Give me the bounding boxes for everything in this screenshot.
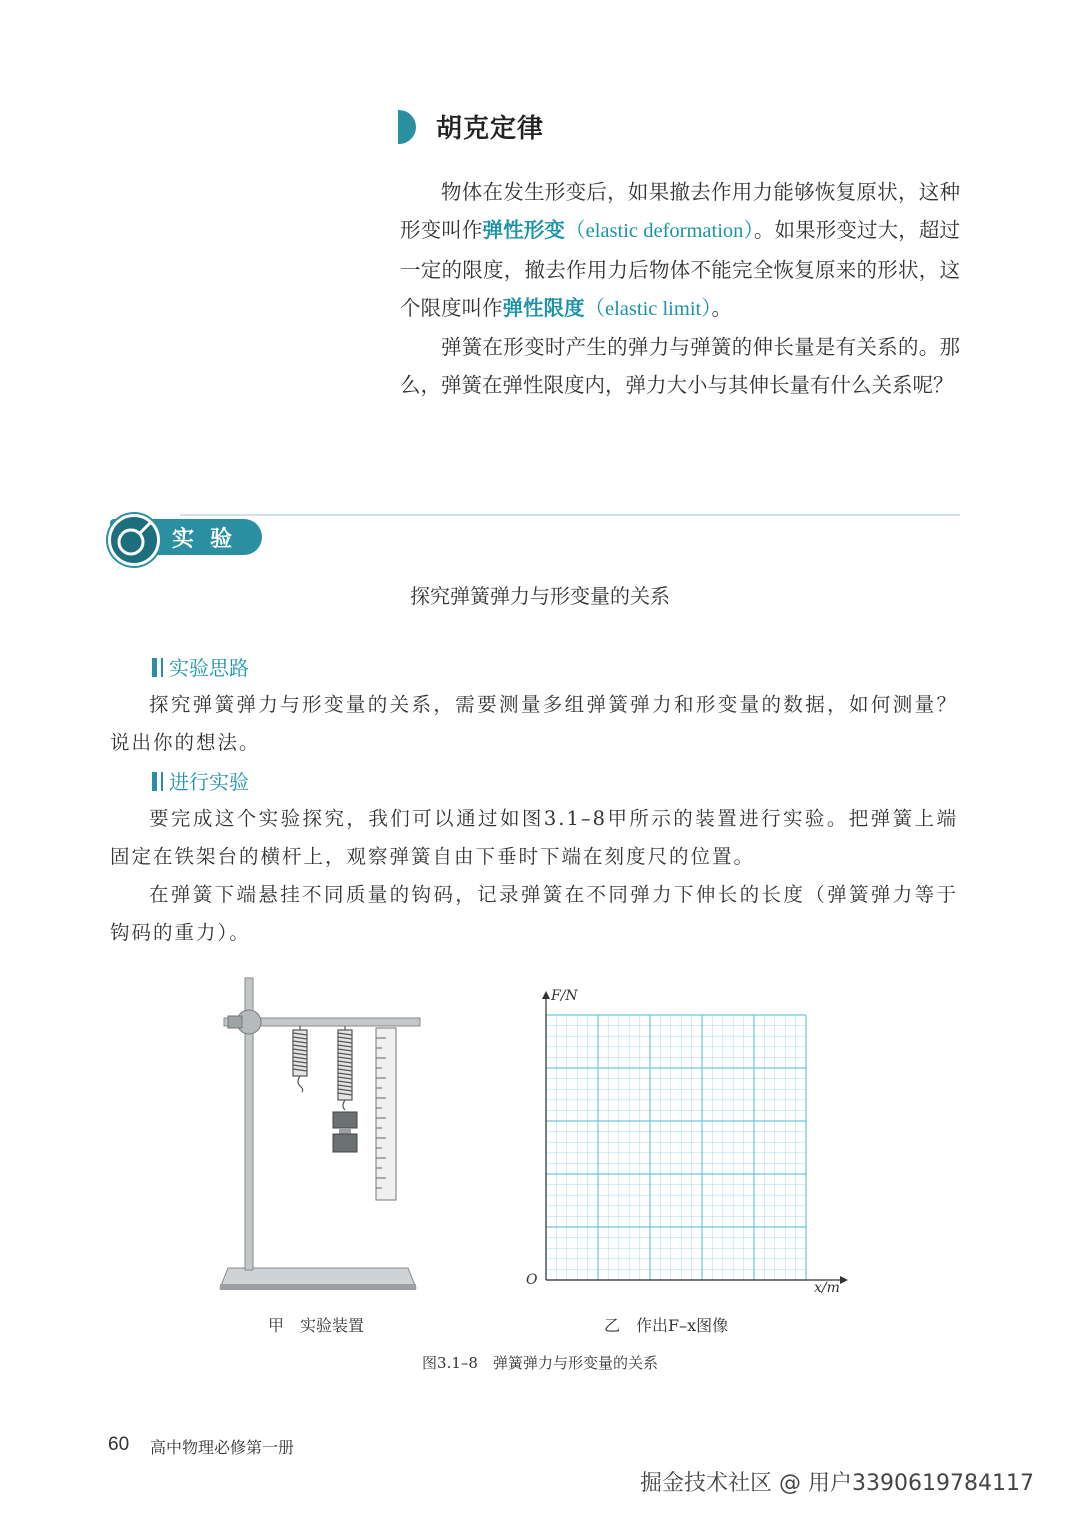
term-elastic-limit: 弹性限度	[502, 295, 585, 320]
book-title: 高中物理必修第一册	[150, 1438, 295, 1457]
hook-weights	[333, 1112, 357, 1152]
origin-label: O	[526, 1272, 538, 1288]
watermark-text: 掘金技术社区 @ 用户3390619784117	[640, 1471, 1034, 1496]
caption-graph: 乙 作出F–x图像	[604, 1316, 729, 1335]
page-number: 60	[108, 1434, 130, 1455]
subheading-procedure: 进行实验	[152, 766, 249, 795]
axis-arrows	[542, 991, 848, 1284]
experiment-label: 实验	[172, 527, 249, 552]
hooke-paragraph	[400, 173, 960, 405]
x-axis-label: x/m	[814, 1280, 840, 1296]
procedure-text: 要完成这个实验探究，我们可以通过如图3.1–8甲所示的装置进行实验。把弹簧上端固定在铁架台的横杆上，观察弹簧自由下垂时下端在刻度尺的位置。 在弹簧下端悬挂不同质量的钩码，记录弹簧在不同弹力下伸长的长度（弹簧弹力等于钩码的重力）。	[110, 807, 958, 944]
section-marker	[398, 110, 416, 144]
paragraph-2: 弹簧在形变时产生的弹力与弹簧的伸长量是有关系的。那么，弹簧在弹性限度内，弹力大小与其伸长量有什么关系呢？	[400, 335, 960, 398]
experiment-divider	[180, 514, 960, 516]
fx-graph	[520, 985, 850, 1305]
subheading-idea: 实验思路	[152, 652, 249, 681]
paragraph-1: 物体在发生形变后，如果撤去作用力能够恢复原状，这种形变叫作弹性形变（elastic deformation）。如果形变过大，超过一定的限度，撤去作用力后物体不能完全恢复原来的形状，这个限度叫作弹性限度（elastic limit）。	[400, 180, 961, 320]
figure-title: 图3.1–8 弹簧弹力与形变量的关系	[422, 1354, 658, 1372]
caption-apparatus: 甲 实验装置	[268, 1316, 365, 1335]
spring-short	[293, 1026, 307, 1092]
idea-text: 探究弹簧弹力与形变量的关系，需要测量多组弹簧弹力和形变量的数据，如何测量？说出你的想法。	[110, 693, 958, 754]
magnifier-icon	[108, 514, 160, 566]
experiment-title: 探究弹簧弹力与形变量的关系	[410, 584, 670, 608]
ruler	[376, 1028, 396, 1200]
y-axis-label: F/N	[551, 988, 578, 1004]
spring-long	[338, 1026, 352, 1110]
apparatus-illustration	[200, 970, 440, 1300]
section-title: 胡克定律	[436, 114, 545, 144]
term-elastic-deformation: 弹性形变	[482, 218, 565, 243]
